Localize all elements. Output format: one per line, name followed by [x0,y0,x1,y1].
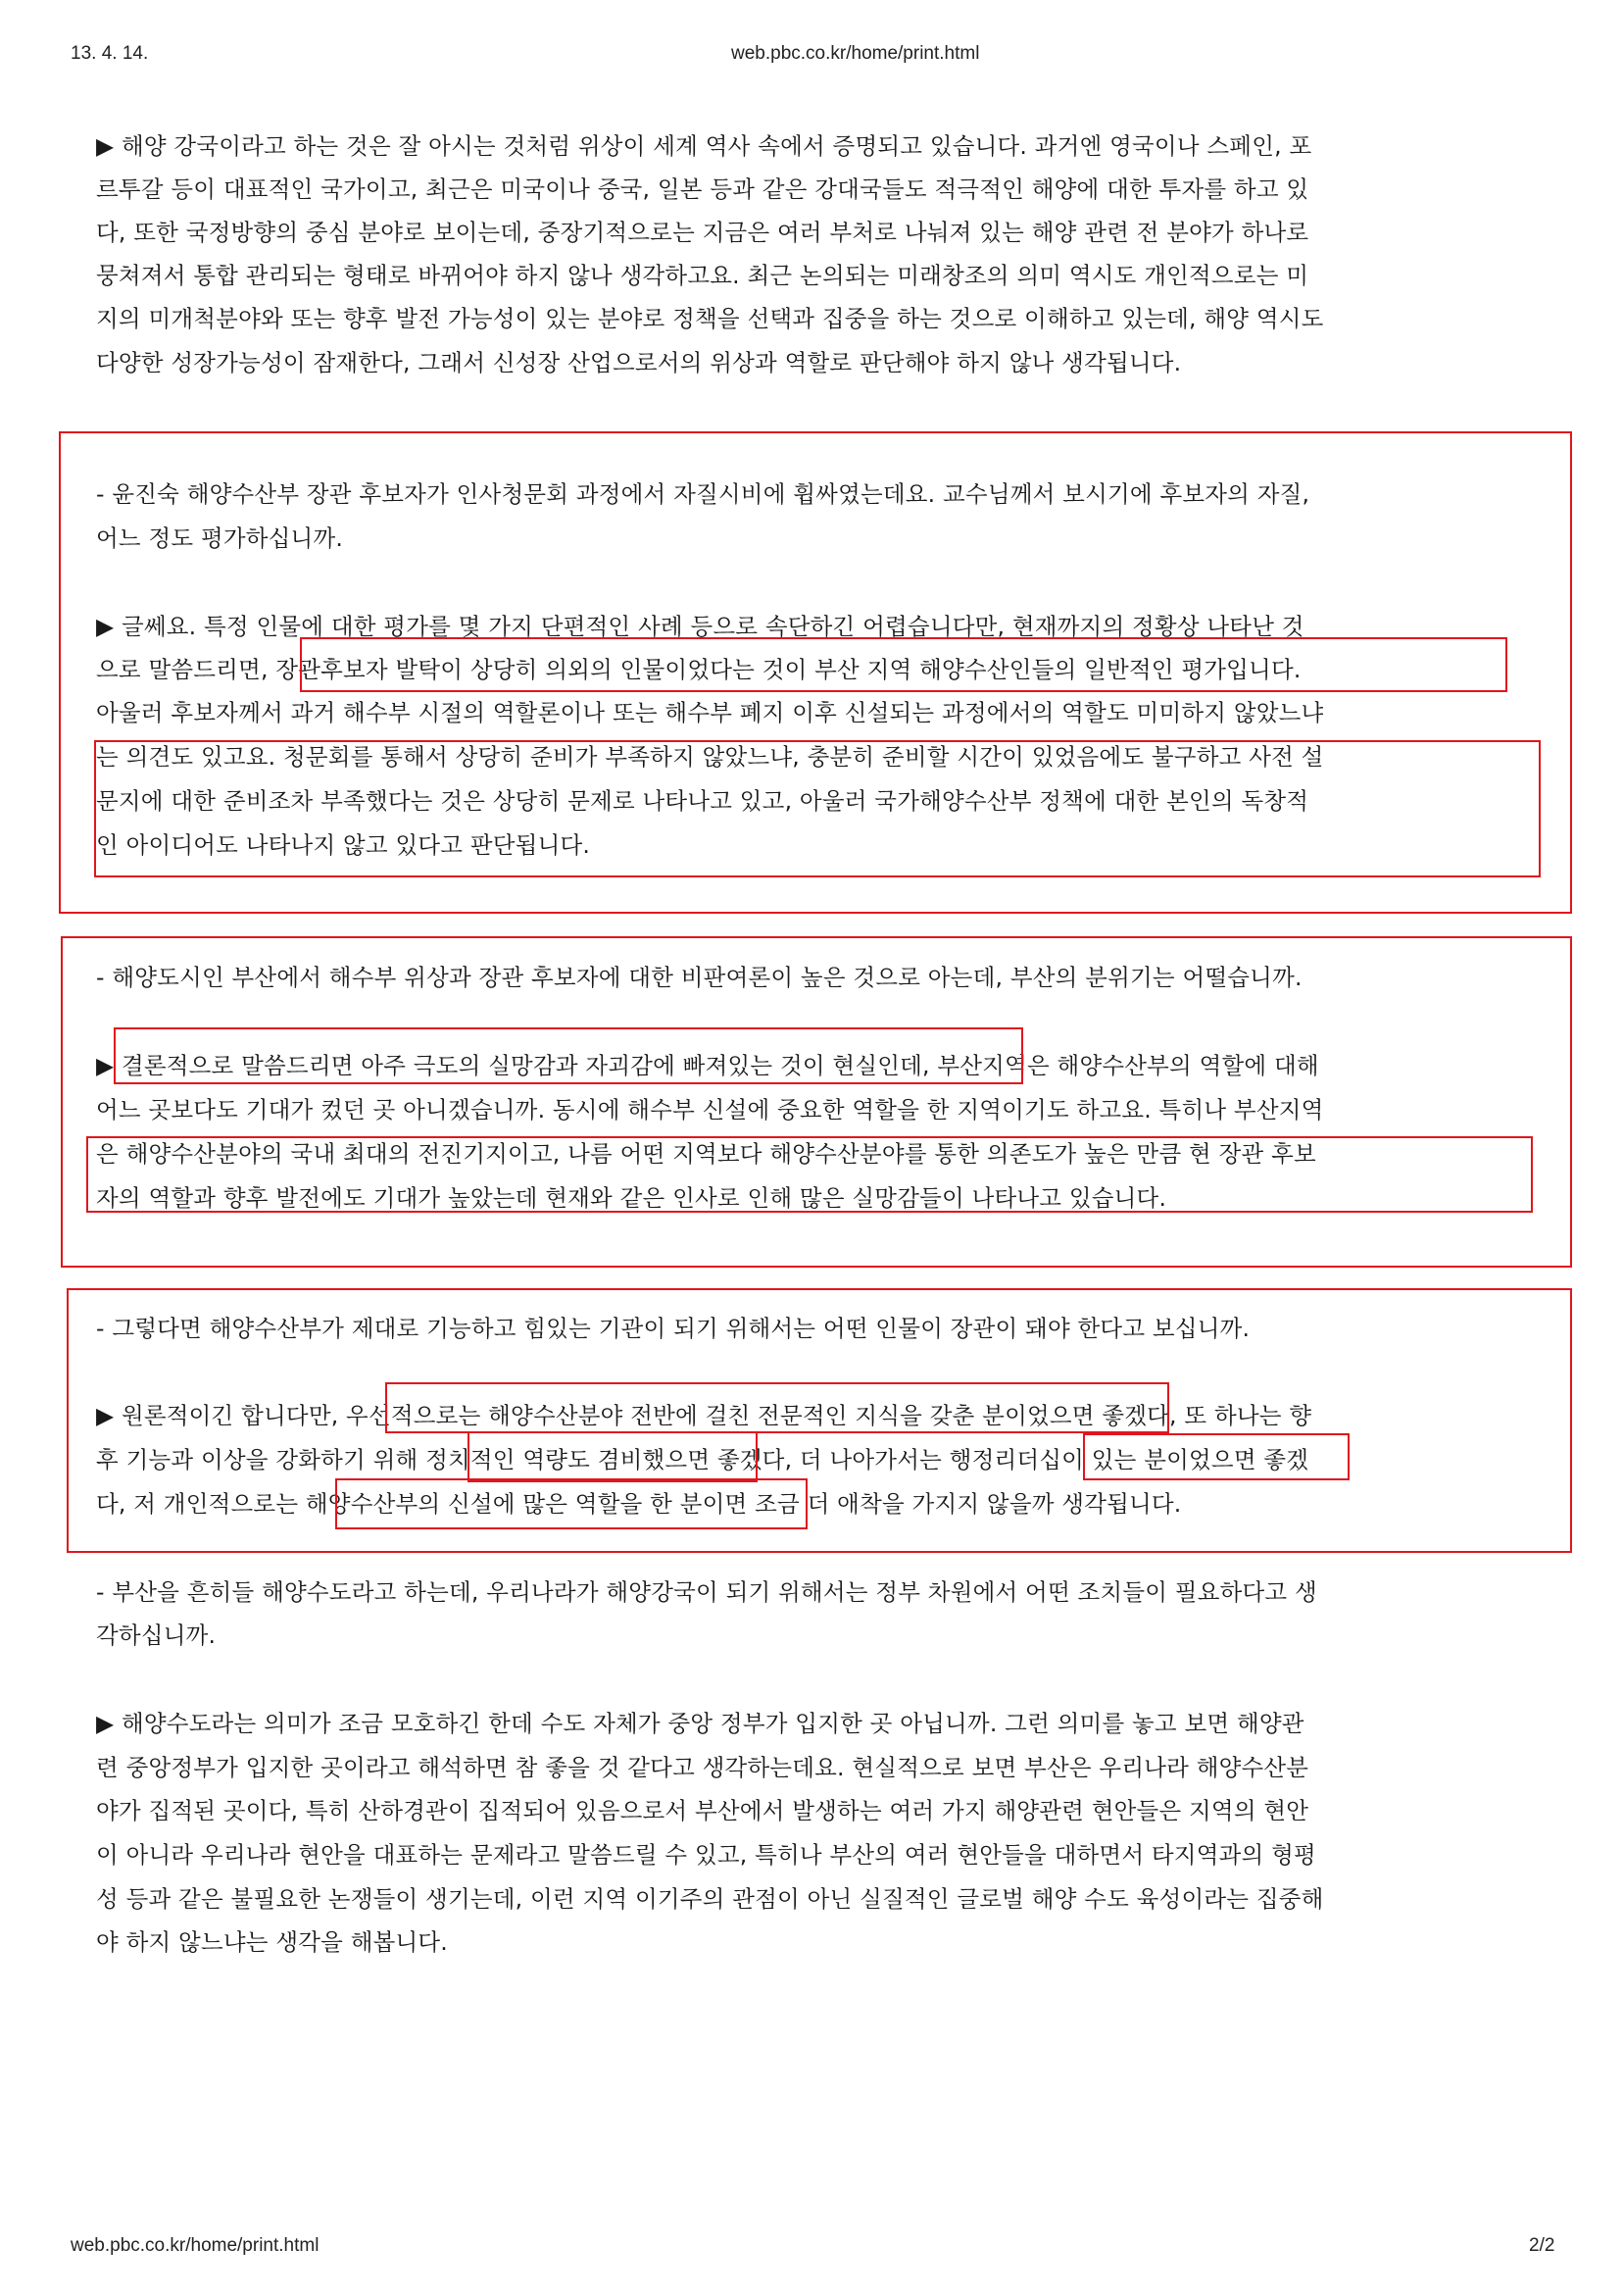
text-line: 다, 또한 국정방향의 중심 분야로 보이는데, 중장기적으로는 지금은 여러 부처로 나눠져 있는 해양 관련 전 분야가 하나로 [96,219,1309,246]
text-line: 성 등과 같은 불필요한 논쟁들이 생기는데, 이런 지역 이기주의 관점이 아닌 실질적인 글로벌 해양 수도 육성이라는 집중해 [96,1885,1324,1913]
text-line: 은 해양수산분야의 국내 최대의 전진기지이고, 나름 어떤 지역보다 해양수산분야를 통한 의존도가 높은 만큼 현 장관 후보 [96,1140,1316,1168]
text-line: 련 중앙정부가 입지한 곳이라고 해석하면 참 좋을 것 같다고 생각하는데요. 현실적으로 보면 부산은 우리나라 해양수산분 [96,1754,1309,1781]
question-line: - 해양도시인 부산에서 해수부 위상과 장관 후보자에 대한 비판여론이 높은 것으로 아는데, 부산의 분위기는 어떨습니까. [96,964,1303,991]
text-line: 는 의견도 있고요. 청문회를 통해서 상당히 준비가 부족하지 않았느냐, 충분히 준비할 시간이 있었음에도 불구하고 사전 설 [96,743,1324,771]
question-line: - 그렇다면 해양수산부가 제대로 기능하고 힘있는 기관이 되기 위해서는 어떤 인물이 장관이 돼야 한다고 보십니까. [96,1315,1251,1342]
text-line: 후 기능과 이상을 강화하기 위해 정치적인 역량도 겸비했으면 좋겠다, 더 나아가서는 행정리더십이 있는 분이었으면 좋겠 [96,1446,1309,1473]
text-line: ▶ 해양 강국이라고 하는 것은 잘 아시는 것처럼 위상이 세계 역사 속에서 증명되고 있습니다. 과거엔 영국이나 스페인, 포 [96,132,1312,160]
text-line: 야 하지 않느냐는 생각을 해봅니다. [96,1928,448,1956]
text-line: 아울러 후보자께서 과거 해수부 시절의 역할론이나 또는 해수부 폐지 이후 신설되는 과정에서의 역할도 미미하지 않았느냐 [96,699,1324,726]
text-line: 뭉쳐져서 통합 관리되는 형태로 바뀌어야 하지 않나 생각하고요. 최근 논의되는 미래창조의 의미 역시도 개인적으로는 미 [96,262,1309,289]
text-line: ▶ 글쎄요. 특정 인물에 대한 평가를 몇 가지 단편적인 사례 등으로 속단하긴 어렵습니다만, 현재까지의 정황상 나타난 것 [96,613,1304,640]
text-line: ▶ 원론적이긴 합니다만, 우선적으로는 해양수산분야 전반에 걸친 전문적인 지식을 갖춘 분이었으면 좋겠다, 또 하나는 향 [96,1402,1312,1429]
page-number: 2/2 [1529,2235,1555,2256]
question-line: - 부산을 흔히들 해양수도라고 하는데, 우리나라가 해양강국이 되기 위해서는 정부 차원에서 어떤 조치들이 필요하다고 생 [96,1578,1317,1606]
text-line: 자의 역할과 향후 발전에도 기대가 높았는데 현재와 같은 인사로 인해 많은 실망감들이 나타나고 있습니다. [96,1184,1167,1212]
text-line: 야가 집적된 곳이다, 특히 산하경관이 집적되어 있음으로서 부산에서 발생하는 여러 가지 해양관련 현안들은 지역의 현안 [96,1797,1309,1824]
text-line: 이 아니라 우리나라 현안을 대표하는 문제라고 말씀드릴 수 있고, 특히나 부산의 여러 현안들을 대하면서 타지역과의 형평 [96,1841,1316,1869]
text-line: 지의 미개척분야와 또는 향후 발전 가능성이 있는 분야로 정책을 선택과 집중을 하는 것으로 이해하고 있는데, 해양 역시도 [96,305,1324,332]
text-line: 다양한 성장가능성이 잠재한다, 그래서 신성장 산업으로서의 위상과 역할로 판단해야 하지 않나 생각됩니다. [96,349,1182,376]
text-line: ▶ 해양수도라는 의미가 조금 모호하긴 한데 수도 자체가 중앙 정부가 입지한 곳 아닙니까. 그런 의미를 놓고 보면 해양관 [96,1710,1304,1737]
print-url-footer[interactable]: web.pbc.co.kr/home/print.html [71,2235,320,2256]
print-date: 13. 4. 14. [71,43,149,64]
text-line: 어느 곳보다도 기대가 컸던 곳 아니겠습니까. 동시에 해수부 신설에 중요한 역할을 한 지역이기도 하고요. 특히나 부산지역 [96,1096,1324,1123]
text-line: 인 아이디어도 나타나지 않고 있다고 판단됩니다. [96,831,591,859]
question-line: 각하십니까. [96,1622,217,1649]
text-line: 르투갈 등이 대표적인 국가이고, 최근은 미국이나 중국, 일본 등과 같은 강대국들도 적극적인 해양에 대한 투자를 하고 있 [96,175,1309,203]
text-line: 으로 말씀드리면, 장관후보자 발탁이 상당히 의외의 인물이었다는 것이 부산 지역 해양수산인들의 일반적인 평가입니다. [96,656,1302,683]
text-line: 문지에 대한 준비조차 부족했다는 것은 상당히 문제로 나타나고 있고, 아울러 국가해양수산부 정책에 대한 본인의 독창적 [96,787,1309,815]
question-line: - 윤진숙 해양수산부 장관 후보자가 인사청문회 과정에서 자질시비에 휩싸였는데요. 교수님께서 보시기에 후보자의 자질, [96,480,1310,508]
question-line: 어느 정도 평가하십니까. [96,524,344,552]
print-url-header[interactable]: web.pbc.co.kr/home/print.html [731,43,980,64]
text-line: ▶ 결론적으로 말씀드리면 아주 극도의 실망감과 자괴감에 빠져있는 것이 현실인데, 부산지역은 해양수산부의 역할에 대해 [96,1052,1319,1079]
text-line: 다, 저 개인적으로는 해양수산부의 신설에 많은 역할을 한 분이면 조금 더 애착을 가지지 않을까 생각됩니다. [96,1490,1182,1518]
